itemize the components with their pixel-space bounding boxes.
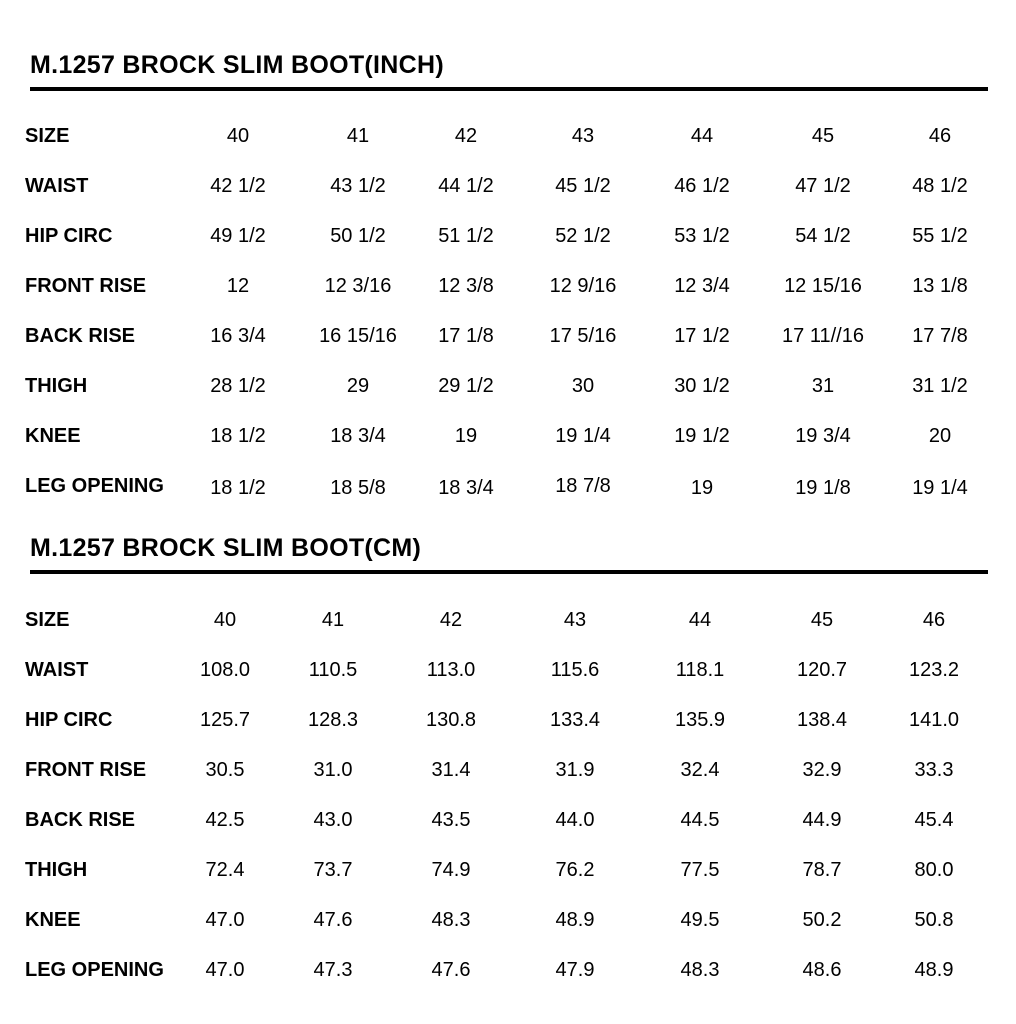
row-label: FRONT RISE <box>25 275 147 297</box>
table-cell: 45 1/2 <box>555 175 611 197</box>
table-cell: 43 <box>563 609 587 631</box>
table-cell: 118.1 <box>675 659 725 681</box>
table-row <box>0 605 1016 635</box>
table-cell: 30 <box>571 375 595 397</box>
table-cell: 125.7 <box>199 709 251 731</box>
table-cell: 42 <box>454 125 478 147</box>
table-row <box>0 855 1016 885</box>
table-cell: 18 3/4 <box>438 477 494 499</box>
table-row <box>0 905 1016 935</box>
row-label: THIGH <box>25 859 88 881</box>
table-cell: 43 1/2 <box>330 175 386 197</box>
table-cell: 40 <box>226 125 250 147</box>
table-cell: 12 3/8 <box>438 275 494 297</box>
table-cell: 74.9 <box>431 859 471 881</box>
table-cell: 20 <box>928 425 952 447</box>
table-cell: 50 1/2 <box>330 225 386 247</box>
row-label: BACK RISE <box>25 809 136 831</box>
table-cell: 76.2 <box>555 859 595 881</box>
table-cell: 17 7/8 <box>912 325 968 347</box>
table-cell: 130.8 <box>425 709 477 731</box>
table-cell: 135.9 <box>674 709 726 731</box>
table-cell: 18 5/8 <box>330 477 386 499</box>
table-cell: 44 <box>688 609 712 631</box>
table-cell: 115.6 <box>550 659 600 681</box>
table-row <box>0 655 1016 685</box>
table-row <box>0 271 1016 301</box>
table-cell: 29 <box>346 375 370 397</box>
table-cell: 47.6 <box>431 959 471 981</box>
table-cell: 50.2 <box>802 909 842 931</box>
table-cell: 19 1/8 <box>795 477 851 499</box>
table-cell: 17 11//16 <box>782 325 864 347</box>
table-cell: 16 15/16 <box>319 325 397 347</box>
table-row <box>0 221 1016 251</box>
table-cell: 42 <box>439 609 463 631</box>
row-label: KNEE <box>25 909 81 931</box>
table-cell: 32.4 <box>680 759 720 781</box>
row-label: HIP CIRC <box>25 709 113 731</box>
table-cell: 110.5 <box>308 659 358 681</box>
table-cell: 45 <box>810 609 834 631</box>
table-row <box>0 755 1016 785</box>
table-cell: 44.0 <box>555 809 595 831</box>
table-cell: 12 3/16 <box>324 275 392 297</box>
table-cell: 42 1/2 <box>210 175 266 197</box>
table-cell: 29 1/2 <box>438 375 494 397</box>
table-cell: 12 15/16 <box>784 275 862 297</box>
table-cell: 30 1/2 <box>674 375 730 397</box>
table-cell: 18 7/8 <box>555 475 611 497</box>
table-cell: 41 <box>321 609 345 631</box>
row-label: LEG OPENING <box>25 475 164 497</box>
table-cell: 43 <box>571 125 595 147</box>
row-label: KNEE <box>25 425 81 447</box>
table-cell: 53 1/2 <box>674 225 730 247</box>
table-cell: 50.8 <box>914 909 954 931</box>
table-row <box>0 121 1016 151</box>
table-cell: 32.9 <box>802 759 842 781</box>
table-cell: 17 5/16 <box>549 325 617 347</box>
table-cell: 49 1/2 <box>210 225 266 247</box>
table-cell: 16 3/4 <box>210 325 266 347</box>
table-cell: 47.0 <box>205 959 245 981</box>
table-cell: 18 1/2 <box>210 425 266 447</box>
table-cell: 47.3 <box>313 959 353 981</box>
title-rule-inch <box>30 87 988 91</box>
table-cell: 138.4 <box>796 709 848 731</box>
table-cell: 19 1/4 <box>555 425 611 447</box>
table-cell: 47.6 <box>313 909 353 931</box>
table-cell: 48.3 <box>680 959 720 981</box>
table-row <box>0 321 1016 351</box>
table-cell: 54 1/2 <box>795 225 851 247</box>
table-cell: 31.0 <box>313 759 353 781</box>
table-cell: 12 3/4 <box>674 275 730 297</box>
table-cell: 77.5 <box>680 859 720 881</box>
table-cell: 31 <box>811 375 835 397</box>
row-label: SIZE <box>25 609 70 631</box>
table-cell: 47.9 <box>555 959 595 981</box>
table-cell: 19 3/4 <box>795 425 851 447</box>
table-cell: 120.7 <box>796 659 848 681</box>
table-cell: 43.0 <box>313 809 353 831</box>
table-cell: 13 1/8 <box>912 275 968 297</box>
table-cell: 19 <box>690 477 714 499</box>
table-cell: 48.6 <box>802 959 842 981</box>
table-title-cm: M.1257 BROCK SLIM BOOT(CM) <box>30 534 422 562</box>
table-cell: 17 1/8 <box>438 325 494 347</box>
row-label: WAIST <box>25 175 89 197</box>
table-cell: 41 <box>346 125 370 147</box>
table-cell: 141.0 <box>908 709 960 731</box>
table-cell: 48.9 <box>914 959 954 981</box>
table-row <box>0 705 1016 735</box>
table-cell: 31.9 <box>555 759 595 781</box>
table-cell: 19 <box>454 425 478 447</box>
table-cell: 42.5 <box>205 809 245 831</box>
title-rule-cm <box>30 570 988 574</box>
table-cell: 46 <box>928 125 952 147</box>
table-cell: 48.9 <box>555 909 595 931</box>
table-cell: 43.5 <box>431 809 471 831</box>
table-cell: 46 <box>922 609 946 631</box>
row-label: SIZE <box>25 125 70 147</box>
table-cell: 28 1/2 <box>210 375 266 397</box>
row-label: WAIST <box>25 659 89 681</box>
table-cell: 128.3 <box>307 709 359 731</box>
table-cell: 73.7 <box>313 859 353 881</box>
table-cell: 78.7 <box>802 859 842 881</box>
table-cell: 51 1/2 <box>438 225 494 247</box>
table-cell: 45 <box>811 125 835 147</box>
table-cell: 33.3 <box>914 759 954 781</box>
table-cell: 31 1/2 <box>912 375 968 397</box>
table-cell: 17 1/2 <box>674 325 730 347</box>
row-label: THIGH <box>25 375 88 397</box>
table-cell: 12 9/16 <box>549 275 617 297</box>
table-cell: 18 1/2 <box>210 477 266 499</box>
table-cell: 47 1/2 <box>795 175 851 197</box>
table-cell: 44.9 <box>802 809 842 831</box>
table-cell: 12 <box>226 275 250 297</box>
table-row <box>0 371 1016 401</box>
table-cell: 49.5 <box>680 909 720 931</box>
table-cell: 46 1/2 <box>674 175 730 197</box>
table-cell: 80.0 <box>914 859 954 881</box>
table-cell: 48 1/2 <box>912 175 968 197</box>
table-row <box>0 421 1016 451</box>
table-cell: 44 <box>690 125 714 147</box>
table-title-inch: M.1257 BROCK SLIM BOOT(INCH) <box>30 51 444 79</box>
table-cell: 18 3/4 <box>330 425 386 447</box>
table-cell: 45.4 <box>914 809 954 831</box>
row-label: HIP CIRC <box>25 225 113 247</box>
table-cell: 19 1/4 <box>912 477 968 499</box>
table-cell: 52 1/2 <box>555 225 611 247</box>
table-cell: 48.3 <box>431 909 471 931</box>
table-cell: 44 1/2 <box>438 175 494 197</box>
row-label: FRONT RISE <box>25 759 147 781</box>
table-cell: 123.2 <box>908 659 960 681</box>
row-label: BACK RISE <box>25 325 136 347</box>
table-cell: 113.0 <box>426 659 476 681</box>
table-cell: 108.0 <box>199 659 251 681</box>
table-cell: 30.5 <box>205 759 245 781</box>
table-cell: 55 1/2 <box>912 225 968 247</box>
table-row <box>0 805 1016 835</box>
table-cell: 72.4 <box>205 859 245 881</box>
table-cell: 19 1/2 <box>674 425 730 447</box>
table-row <box>0 955 1016 985</box>
table-row <box>0 171 1016 201</box>
table-cell: 40 <box>213 609 237 631</box>
table-cell: 133.4 <box>549 709 601 731</box>
row-label: LEG OPENING <box>25 959 164 981</box>
table-cell: 47.0 <box>205 909 245 931</box>
table-cell: 31.4 <box>431 759 471 781</box>
table-cell: 44.5 <box>680 809 720 831</box>
table-row <box>0 471 1016 501</box>
